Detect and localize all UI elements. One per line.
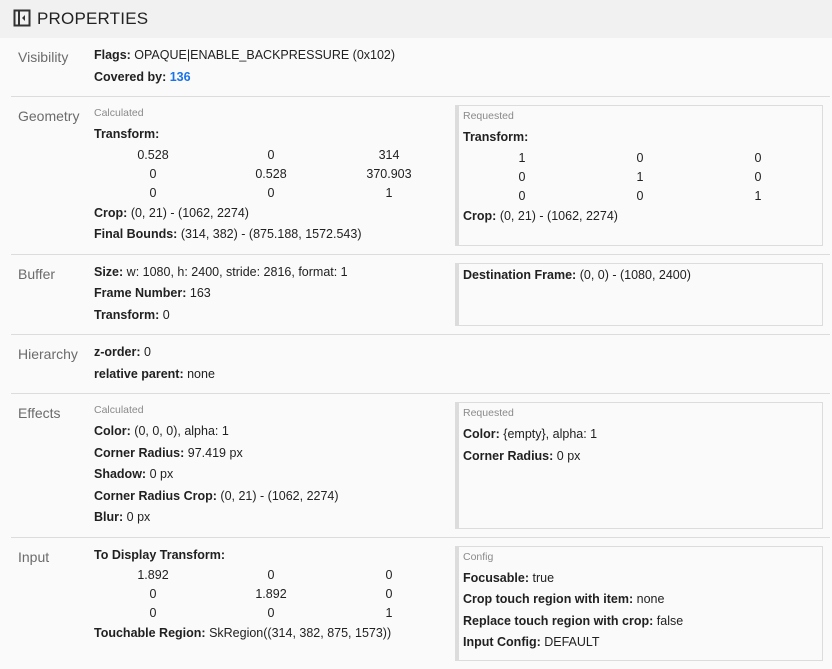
property-line <box>94 486 447 508</box>
property-value: false <box>656 613 684 628</box>
property-line <box>463 424 822 446</box>
matrix-cell: 1 <box>385 185 393 200</box>
matrix-cell: 0 <box>636 150 644 165</box>
section-label: Buffer <box>18 265 56 282</box>
property-key: Crop: <box>94 205 128 220</box>
property-key: Frame Number: <box>94 286 187 300</box>
panel-title: PROPERTIES <box>37 9 149 28</box>
subsection-title: Requested <box>463 110 514 122</box>
section-input-requested <box>455 546 823 661</box>
property-key: Corner Radius Crop: <box>94 488 217 503</box>
property-line <box>463 632 822 654</box>
matrix-cell: 0 <box>518 188 526 203</box>
matrix-cell: 0 <box>636 188 644 203</box>
property-line <box>94 364 447 386</box>
property-key: z-order: <box>94 345 141 359</box>
section-label: Visibility <box>18 49 69 65</box>
property-line <box>463 589 822 611</box>
matrix-cell: 0 <box>267 568 275 582</box>
matrix-cell: 370.903 <box>366 166 412 181</box>
property-line <box>463 568 822 590</box>
property-line <box>463 611 822 633</box>
property-value: (0, 0, 0), alpha: 1 <box>134 424 229 438</box>
property-key: Corner Radius: <box>463 448 554 463</box>
property-key: Input Config: <box>463 635 541 649</box>
matrix-cell: 1.892 <box>137 568 169 582</box>
property-key: Replace touch region with crop: <box>463 613 654 628</box>
matrix-cell: 1 <box>636 169 644 184</box>
property-value: none <box>187 366 215 381</box>
matrix-cell: 0.528 <box>137 147 169 162</box>
matrix-cell: 1 <box>385 606 393 620</box>
section-visibility <box>11 38 830 97</box>
property-key: Transform: <box>94 307 160 322</box>
property-line <box>94 224 447 246</box>
properties-header <box>0 0 832 38</box>
property-key: Transform: <box>94 127 160 141</box>
property-key: Blur: <box>94 510 124 524</box>
property-key: Touchable Region: <box>94 626 206 640</box>
property-line <box>94 507 447 529</box>
property-key: Transform: <box>463 130 529 144</box>
property-line <box>94 203 447 225</box>
matrix-cell: 0 <box>518 169 526 184</box>
property-value: 97.419 px <box>187 445 243 460</box>
properties-list <box>0 38 832 669</box>
panel-collapse-icon[interactable] <box>13 9 37 30</box>
subsection-title: Config <box>463 550 494 563</box>
subsection-title: Calculated <box>94 107 144 119</box>
section-buffer <box>11 255 830 336</box>
property-value: SkRegion((314, 382, 875, 1573)) <box>209 626 392 640</box>
property-value: 163 <box>189 286 211 300</box>
section-geometry-calculated <box>87 97 447 254</box>
property-line <box>94 443 447 465</box>
property-line <box>463 265 822 287</box>
transform-matrix <box>94 146 447 203</box>
section-geometry-requested <box>455 105 823 246</box>
section-geometry <box>11 97 830 255</box>
matrix-cell: 0 <box>149 606 157 620</box>
transform-matrix <box>94 566 447 623</box>
property-line <box>94 124 447 146</box>
property-value: 0 px <box>149 467 174 481</box>
section-visibility-calculated <box>87 38 447 96</box>
matrix-cell: 0 <box>754 150 762 165</box>
property-value: DEFAULT <box>544 635 600 649</box>
property-key: Destination Frame: <box>463 267 577 282</box>
property-key: Crop: <box>463 208 497 223</box>
property-value: OPAQUE|ENABLE_BACKPRESSURE (0x102) <box>134 48 396 62</box>
section-buffer-calculated <box>87 255 447 335</box>
property-line <box>94 421 447 443</box>
section-input <box>11 538 830 669</box>
property-value: 0 <box>144 345 151 359</box>
property-key: Crop touch region with item: <box>463 592 634 606</box>
section-effects-calculated <box>87 394 447 537</box>
matrix-cell: 0 <box>267 606 275 620</box>
property-line <box>94 45 447 67</box>
property-line <box>94 262 447 284</box>
property-line <box>463 127 822 149</box>
property-key: Size: <box>94 264 124 279</box>
section-label: Hierarchy <box>18 346 78 362</box>
property-value: (0, 0) - (1080, 2400) <box>579 267 691 282</box>
property-value: none <box>636 592 665 606</box>
property-key: relative parent: <box>94 366 184 381</box>
property-value: (0, 21) - (1062, 2274) <box>220 488 339 503</box>
matrix-cell: 0 <box>149 166 157 181</box>
property-key: Color: <box>94 424 131 438</box>
matrix-cell: 0 <box>149 185 157 200</box>
property-value: 0 px <box>126 510 151 524</box>
section-label: Effects <box>18 405 61 421</box>
matrix-cell: 0 <box>149 587 157 601</box>
property-value: (0, 21) - (1062, 2274) <box>130 205 249 220</box>
property-line <box>94 464 447 486</box>
property-line <box>94 67 447 89</box>
matrix-cell: 0 <box>754 169 762 184</box>
section-hierarchy <box>11 335 830 394</box>
property-line <box>94 305 447 327</box>
subsection-title: Calculated <box>94 404 144 416</box>
section-label: Geometry <box>18 108 80 124</box>
matrix-cell: 0 <box>385 568 393 582</box>
property-line <box>94 623 447 645</box>
property-value: {empty}, alpha: 1 <box>503 427 598 441</box>
matrix-cell: 1.892 <box>255 587 287 601</box>
property-key: To Display Transform: <box>94 547 226 562</box>
property-value: 0 px <box>556 448 581 463</box>
property-value: (314, 382) - (875.188, 1572.543) <box>180 227 362 241</box>
matrix-cell: 0 <box>385 587 393 601</box>
matrix-cell: 0.528 <box>255 166 287 181</box>
section-effects-requested <box>455 402 823 529</box>
property-key: Covered by: <box>94 69 167 84</box>
subsection-title: Requested <box>463 407 514 419</box>
matrix-cell: 1 <box>754 188 762 203</box>
property-line <box>94 342 447 364</box>
property-value: true <box>532 570 555 585</box>
property-value: (0, 21) - (1062, 2274) <box>499 208 618 223</box>
property-key: Shadow: <box>94 467 147 481</box>
property-key: Corner Radius: <box>94 445 185 460</box>
property-line <box>94 545 447 567</box>
section-hierarchy-calculated <box>87 335 447 393</box>
property-line <box>463 446 822 468</box>
property-value: w: 1080, h: 2400, stride: 2816, format: 1 <box>126 264 348 279</box>
property-key: Final Bounds: <box>94 227 178 241</box>
property-line <box>94 283 447 305</box>
matrix-cell: 0 <box>267 185 275 200</box>
transform-matrix <box>463 149 822 206</box>
property-link[interactable]: 136 <box>169 69 191 84</box>
section-label: Input <box>18 548 50 565</box>
section-effects <box>11 394 830 538</box>
property-key: Focusable: <box>463 570 529 585</box>
matrix-cell: 0 <box>267 147 275 162</box>
property-key: Color: <box>463 427 500 441</box>
section-buffer-requested <box>455 263 823 327</box>
matrix-cell: 1 <box>518 150 526 165</box>
property-value: 0 <box>162 307 170 322</box>
section-input-calculated <box>87 538 447 669</box>
property-key: Flags: <box>94 48 131 62</box>
property-line <box>463 206 822 228</box>
matrix-cell: 314 <box>378 147 400 162</box>
